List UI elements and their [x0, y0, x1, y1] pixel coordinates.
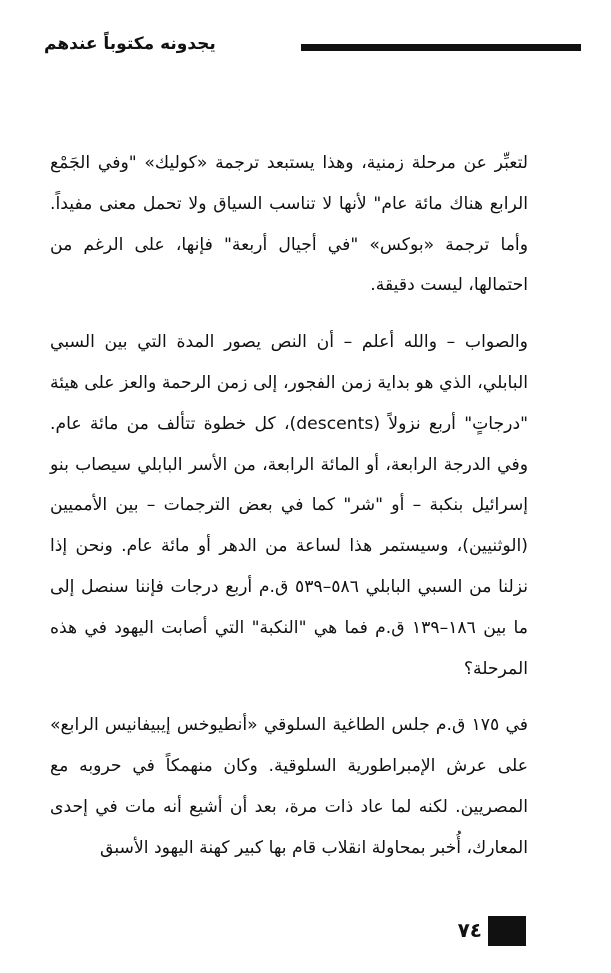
paragraph-1: لتعبِّر عن مرحلة زمنية، وهذا يستبعد ترجمة «كوليك» "وفي الجَمْع الرابع هناك مائة عام" لأنها لا تناسب السياق ولا تحمل معنى مفيداً. وأما ترجمة «بوكس» "في أجيال أربعة" فإنها، على الرغم من احتمالها، ليست دقيقة.: [50, 153, 528, 296]
paragraph-2: والصواب – والله أعلم – أن النص يصور المدة التي بين السبي البابلي، الذي هو بداية زمن الفجور، إلى زمن الرحمة والعز على هيئة "درجاتٍ" أربع نزولاً (descents)، كل خطوة تتألف من مائة عام. وفي الدرجة الرابعة، أو المائة الرابعة، من الأسر البابلي سيصاب بنو إسرائيل بنكبة – أو "شر" كما في بعض الترجمات – بين الأمميين (الوثنيين)، وسيستمر هذا لساعة من الدهر أو مائة عام. ونحن إذا نزلنا من السبي البابلي ٥٨٦–٥٣٩ ق.م أربع درجات فإننا سنصل إلى ما بين ١٨٦–١٣٩ ق.م فما هي "النكبة" التي أصابت اليهود في هذه المرحلة؟: [50, 332, 529, 679]
header-rule: [301, 44, 581, 51]
page-number-block: [488, 916, 526, 946]
page-number: ٧٤: [457, 918, 482, 942]
running-title: يجدونه مكتوباً عندهم: [44, 34, 216, 54]
page-header: [44, 30, 581, 60]
paragraph-3: في ١٧٥ ق.م جلس الطاغية السلوقي «أنطيوخس إيبيفانيس الرابع» على عرش الإمبراطورية السلوقية. وكان منهمكاً في حروبه مع المصريين. لكنه لما عاد ذات مرة، بعد أن أشيع أنه مات في إحدى المعارك، أُخبر بمحاولة انقلاب قام بها كبير كهنة اليهود الأسبق: [50, 715, 528, 858]
body-text: [50, 143, 528, 885]
page-footer: [440, 916, 526, 950]
